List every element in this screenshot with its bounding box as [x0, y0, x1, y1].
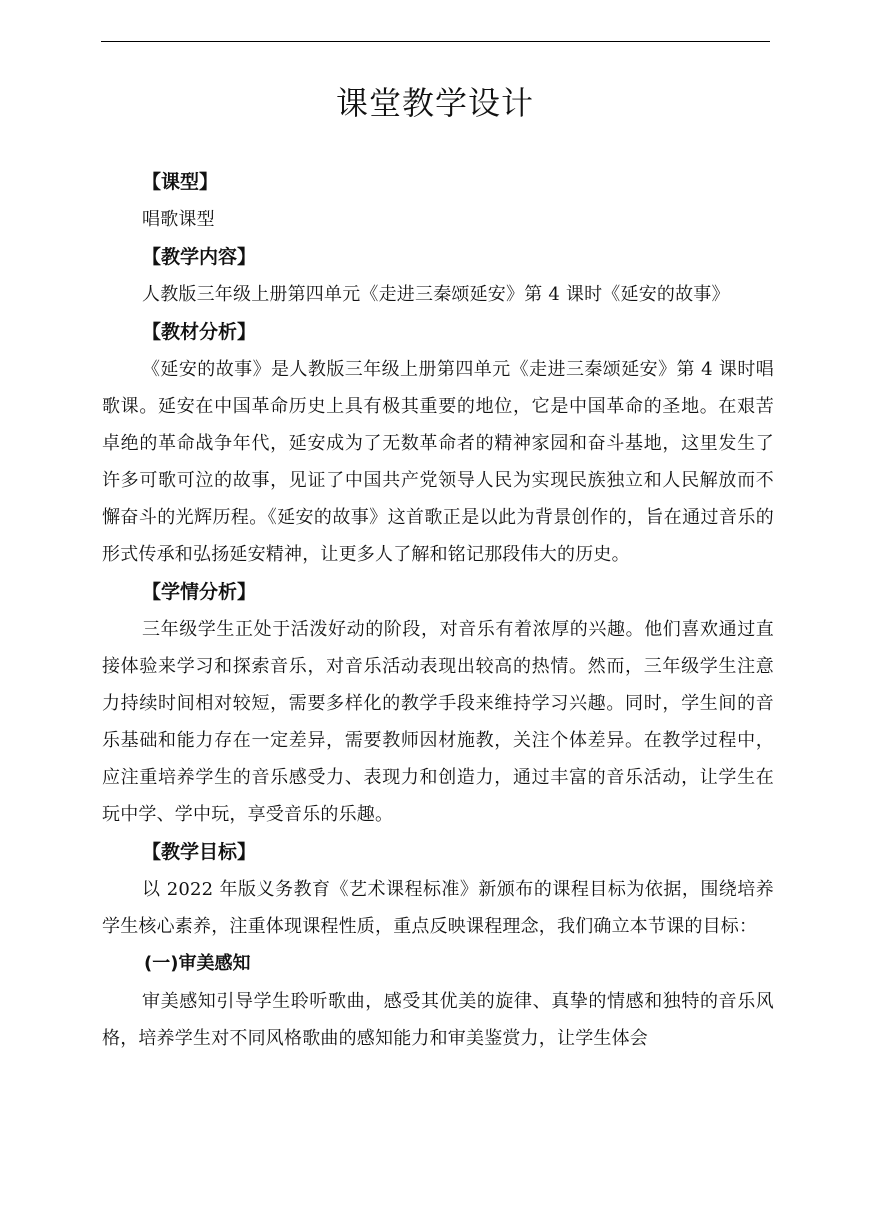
document-body — [102, 163, 774, 1057]
objective-aesthetic-perception-heading: (一)审美感知 — [144, 953, 251, 974]
section-heading-teaching-content: 【教学内容】 — [142, 246, 257, 268]
header-rule — [101, 41, 770, 42]
document-title: 课堂教学设计 — [335, 84, 534, 122]
section-heading-lesson-type: 【课型】 — [142, 171, 219, 193]
objective-aesthetic-perception-text: 审美感知引导学生聆听歌曲，感受其优美的旋律、真挚的情感和独特的音乐风格，培养学生对不同风格歌曲的感知能力和审美鉴赏力，让学生体会 — [102, 991, 774, 1049]
section-heading-objectives: 【教学目标】 — [142, 841, 257, 863]
section-heading-material-analysis: 【教材分析】 — [142, 321, 257, 343]
teaching-content-text: 人教版三年级上册第四单元《走进三秦颂延安》第 4 课时《延安的故事》 — [142, 284, 730, 305]
objectives-text: 以 2022 年版义务教育《艺术课程标准》新颁布的课程目标为依据，围绕培养学生核心素养，注重体现课程性质，重点反映课程理念，我们确立本节课的目标： — [102, 879, 774, 937]
section-heading-student-analysis: 【学情分析】 — [142, 581, 257, 603]
material-analysis-text: 《延安的故事》是人教版三年级上册第四单元《走进三秦颂延安》第 4 课时唱歌课。延安在中国革命历史上具有极其重要的地位，它是中国革命的圣地。在艰苦卓绝的革命战争年代，延安成为了无数革命者的精神家园和奋斗基地，这里发生了许多可歌可泣的故事，见证了中国共产党领导人民为实现民族独立和人民解放而不懈奋斗的光辉历程。《延安的故事》这首歌正是以此为背景创作的，旨在通过音乐的形式传承和弘扬延安精神，让更多人了解和铭记那段伟大的历史。 — [102, 359, 774, 565]
lesson-type-text: 唱歌课型 — [142, 209, 215, 230]
student-analysis-text: 三年级学生正处于活泼好动的阶段，对音乐有着浓厚的兴趣。他们喜欢通过直接体验来学习和探索音乐，对音乐活动表现出较高的热情。然而，三年级学生注意力持续时间相对较短，需要多样化的教学手段来维持学习兴趣。同时，学生间的音乐基础和能力存在一定差异，需要教师因材施教，关注个体差异。在教学过程中，应注重培养学生的音乐感受力、表现力和创造力，通过丰富的音乐活动，让学生在玩中学、学中玩，享受音乐的乐趣。 — [102, 619, 774, 825]
